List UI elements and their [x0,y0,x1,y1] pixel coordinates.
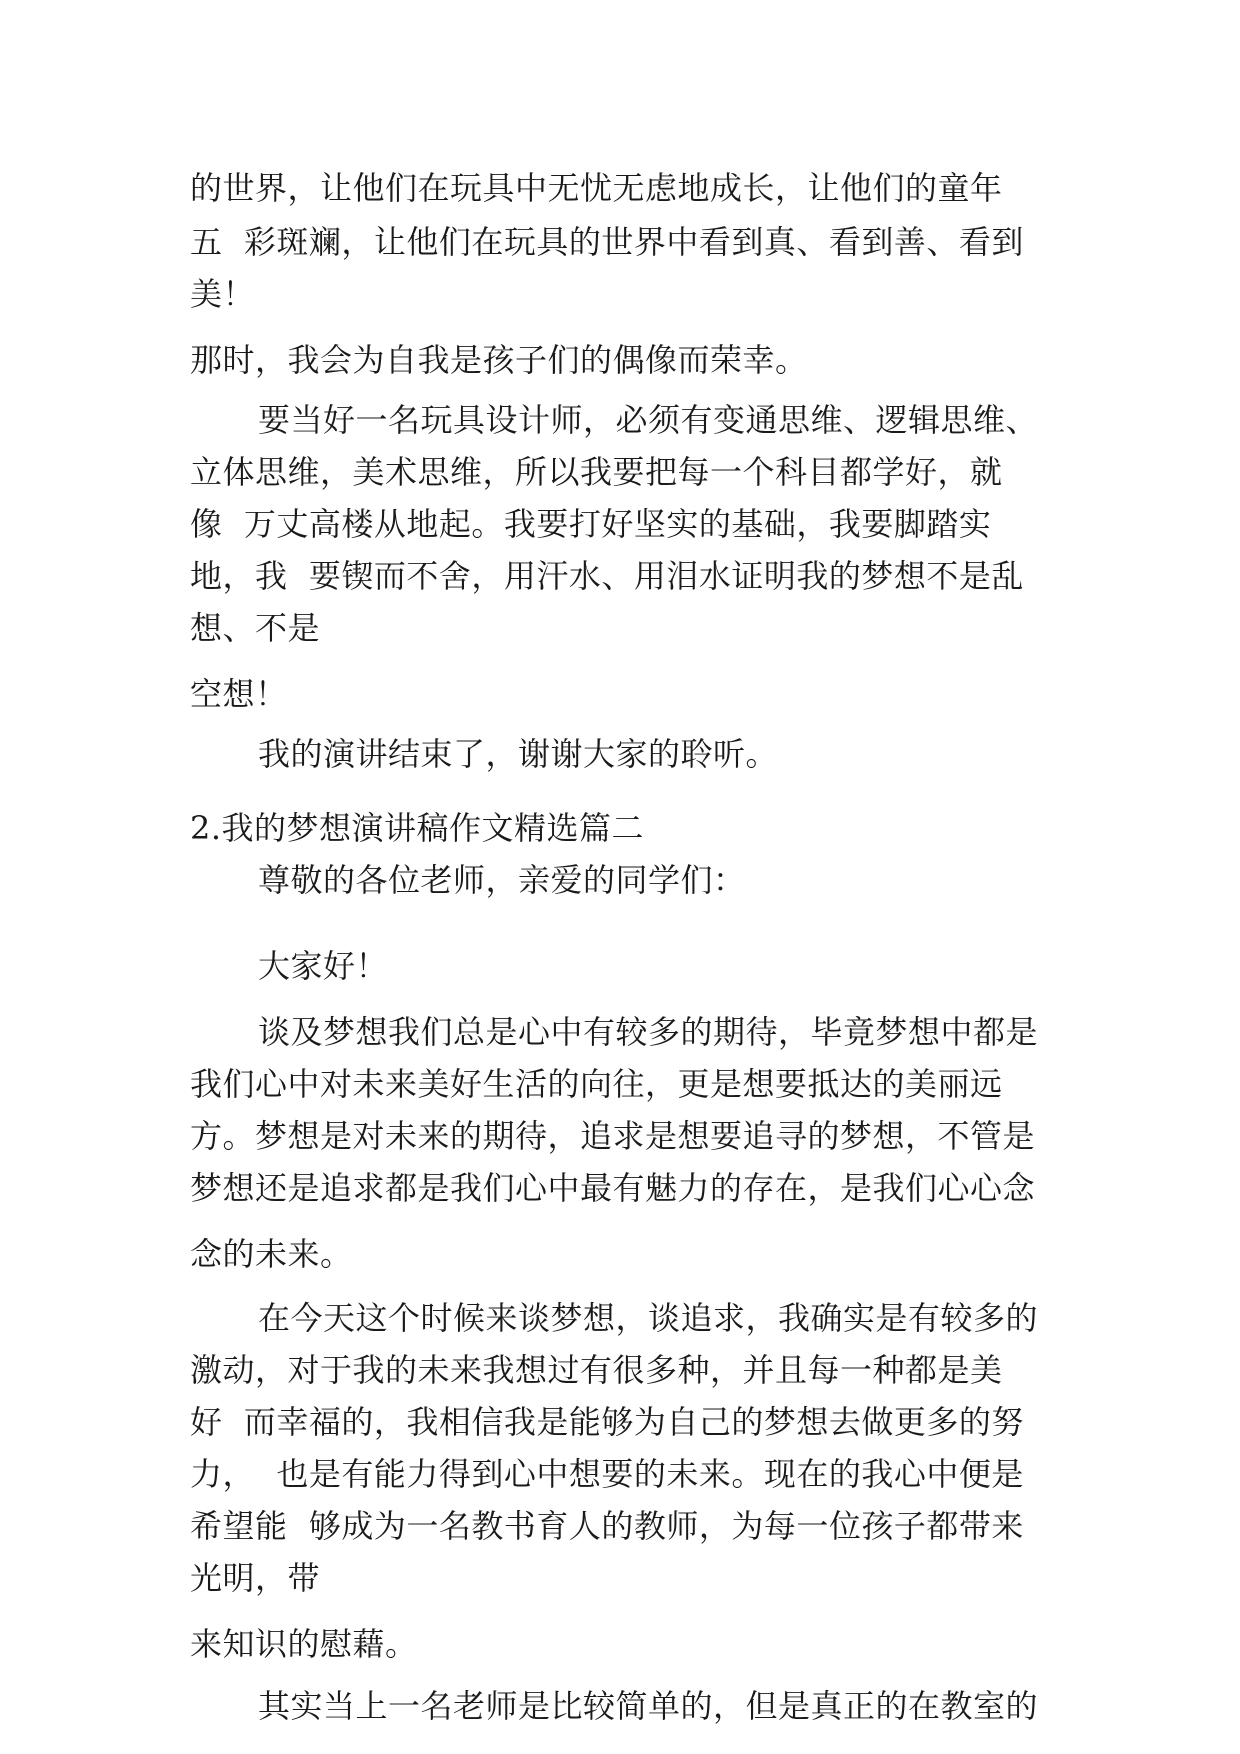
text-line: 要当好一名玩具设计师，必须有变通思维、逻辑思维、 [258,401,1039,439]
text-line: 想、不是 [190,609,321,647]
section-heading: 2.我的梦想演讲稿作文精选篇二 [190,809,645,847]
text-line: 立体思维，美术思维，所以我要把每一个科目都学好，就 [190,453,1003,491]
text-line: 力， 也是有能力得到心中想要的未来。现在的我心中便是 [190,1455,1024,1493]
text-line: 光明，带 [190,1559,321,1597]
text-line: 我的演讲结束了，谢谢大家的聆听。 [258,735,779,773]
text-line: 的世界，让他们在玩具中无忧无虑地成长，让他们的童年 [190,169,1003,207]
text-line: 好 而幸福的，我相信我是能够为自己的梦想去做更多的努 [190,1403,1024,1441]
text-line: 空想！ [190,675,288,713]
text-line: 方。梦想是对未来的期待，追求是想要追寻的梦想，不管是 [190,1117,1036,1155]
text-line: 其实当上一名老师是比较简单的，但是真正的在教室的 [258,1687,1039,1725]
text-line: 在今天这个时候来谈梦想，谈追求，我确实是有较多的 [258,1299,1039,1337]
text-line: 五 彩斑斓，让他们在玩具的世界中看到真、看到善、看到 [190,223,1024,261]
text-line: 激动，对于我的未来我想过有很多种，并且每一种都是美 [190,1351,1003,1389]
text-line: 谈及梦想我们总是心中有较多的期待，毕竟梦想中都是 [258,1013,1039,1051]
text-line: 念的未来。 [190,1235,353,1273]
text-line: 希望能 够成为一名教书育人的教师，为每一位孩子都带来 [190,1507,1024,1545]
text-line: 尊敬的各位老师，亲爱的同学们： [258,861,746,899]
text-line: 我们心中对未来美好生活的向往，更是想要抵达的美丽远 [190,1065,1003,1103]
text-line: 大家好！ [258,947,389,985]
text-line: 梦想还是追求都是我们心中最有魅力的存在，是我们心心念 [190,1169,1036,1207]
text-line: 那时，我会为自我是孩子们的偶像而荣幸。 [190,341,808,379]
text-line: 地，我 要锲而不舍，用汗水、用泪水证明我的梦想不是乱 [190,557,1024,595]
text-line: 美！ [190,275,256,313]
text-line: 像 万丈高楼从地起。我要打好坚实的基础，我要脚踏实 [190,505,992,543]
text-line: 来知识的慰藉。 [190,1625,418,1663]
